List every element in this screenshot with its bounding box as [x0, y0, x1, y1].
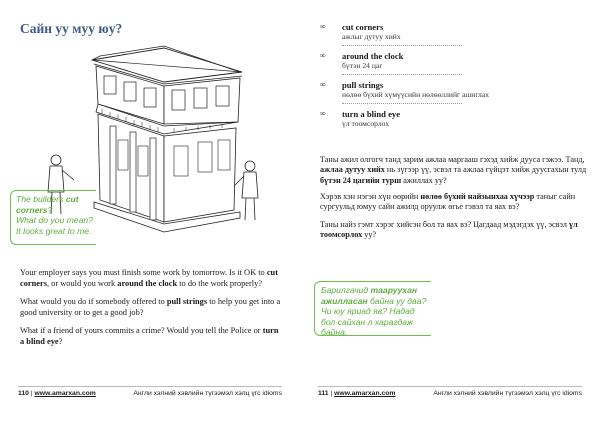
paragraph-3: Таны найз гэмт хэрэг хийсэн бол та яах вэ? Цагдаад мэдэгдэх үү, эсвэл үл тоомсорлох уу? — [320, 220, 578, 240]
right-page: ∞ cut corners ажлыг дутуу хийх ∞ around the clock бүтэн 24 цаг ∞ pull strings нөлөө бүхий хүмүүсийн нөлөөллийг ашиглах ∞ turn a blind eye үл тоомсорлох Таны ажил олгогч танд зарим ажлаа маргааш гэхэд хийж дууса гэжээ. Танд, ажлаа дутуу хийх нь зүгээр үү, эсвэл та ажлаа гүйцэт хийж дуусгахын тулд бүтэн 24 цагийн турш ажиллах уу? Хэрэв хэн нэгэн хүн өөрийн нөлөө бүхий найзынхаа хүчээр таныг сайн сургуульд юмуу сайн ажилд оруулж өгье гэвэл та яах вэ? Таны найз гэмт хэрэг хийсэн бол та яах вэ? Цагдаад мэдэгдэх үү, эсвэл үл тоомсорлох уу? Барилгачид таарууxан ажилласан байна уу даа? Чи юу яриад яв? Надад бол сайхан л харагдаж байна. 111 | www.amarxan.com Англи хэлний хэвлийн түгээмэл хэлц үгс idioms — [300, 0, 600, 423]
question-1: Your employer says you must finish some work by tomorrow. Is it OK to cut corners, or would you work around the clock to do the work properly? — [20, 268, 278, 288]
infinity-bullet-icon: ∞ — [320, 80, 326, 89]
question-2: What would you do if somebody offered to pull strings to help you get into a good university or to get a good job? — [20, 297, 281, 317]
speech-bubble-mongolian: Барилгачид таарууxан ажилласан байна уу даа? Чи юу яриад яв? Надад бол сайхан л харагдаж байна. — [314, 281, 431, 336]
divider — [342, 74, 462, 75]
book-title: Англи хэлний хэвлийн түгээмэл хэлц үгс idioms — [433, 390, 582, 397]
divider — [342, 103, 462, 104]
question-3: What if a friend of yours commits a crime? Would you tell the Police or turn a blind eye? — [20, 326, 279, 346]
paragraph-1: Таны ажил олгогч танд зарим ажлаа маргааш гэхэд хийж дууса гэжээ. Танд, ажлаа дутуу хийх нь зүгээр үү, эсвэл та ажлаа гүйцэт хийж дуусгахын тулд бүтэн 24 цагийн турш ажиллах уу? — [320, 155, 587, 185]
book-title: Англи хэлний хэвлийн түгээмэл хэлц үгс idioms — [133, 390, 282, 397]
page-title: Сайн уу муу юу? — [20, 21, 123, 36]
paragraph-2: Хэрэв хэн нэгэн хүн өөрийн нөлөө бүхий найзынхаа хүчээр таныг сайн сургуульд юмуу сайн ажилд оруулж өгье гэвэл та яах вэ? — [320, 192, 576, 212]
infinity-bullet-icon: ∞ — [320, 51, 326, 60]
website-link[interactable]: www.amarxan.com — [334, 390, 396, 397]
website-link[interactable]: www.amarxan.com — [34, 390, 96, 397]
page-footer: 110 | www.amarxan.com Англи хэлний хэвлийн түгээмэл хэлц үгс idioms — [18, 386, 282, 402]
divider — [342, 45, 462, 46]
page-footer: 111 | www.amarxan.com Англи хэлний хэвлийн түгээмэл хэлц үгс idioms — [318, 386, 582, 402]
infinity-bullet-icon: ∞ — [320, 22, 326, 31]
infinity-bullet-icon: ∞ — [320, 109, 326, 118]
speech-bubble-english: The builders cut corners? What do you mean? It looks great to me. — [10, 190, 96, 245]
